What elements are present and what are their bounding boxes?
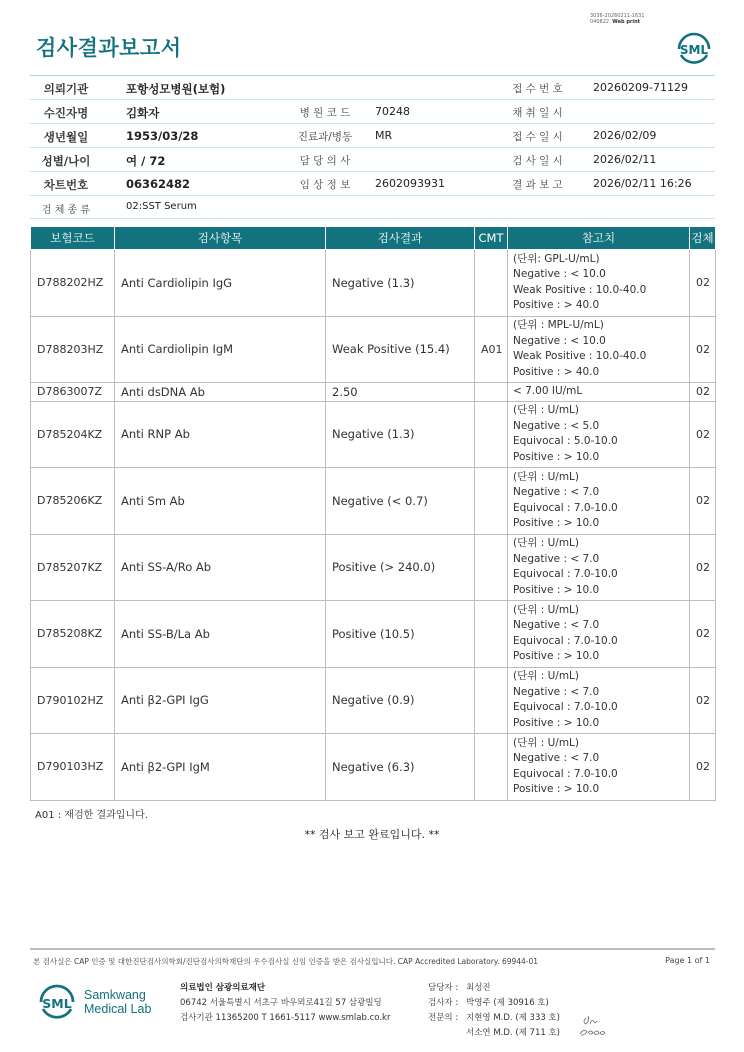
reference-cell [508, 316, 690, 383]
test-result-cell: Negative (1.3) [326, 250, 475, 317]
results-table [30, 226, 716, 801]
test-result-cell: Negative (1.3) [326, 401, 475, 468]
footer-divider [30, 948, 715, 950]
staff-value: 서소연 M.D. (제 711 호) [466, 1028, 561, 1038]
reference-line: Negative : < 7.0 [513, 752, 600, 765]
test-item-cell: Anti Cardiolipin IgG [115, 250, 326, 317]
org-name: 의료법인 삼광의료재단 [180, 983, 266, 993]
cmt-cell [475, 734, 508, 801]
reference-cell [508, 250, 690, 317]
info-label: 생년월일 [43, 130, 89, 144]
test-result-cell: 2.50 [326, 383, 475, 402]
organization-info [180, 981, 390, 1026]
reference-line: (단위: GPL-U/mL) [513, 252, 600, 265]
results-header-row [31, 227, 716, 250]
table-row [31, 250, 716, 317]
table-row [31, 667, 716, 734]
insurance-code-cell: D785206KZ [31, 468, 115, 535]
reference-line: Negative : < 7.0 [513, 486, 600, 499]
cmt-footnote: A01 : 재검한 결과입니다. [35, 810, 148, 821]
info-value: 여 / 72 [126, 154, 166, 168]
info-row [30, 76, 715, 100]
info-row [30, 124, 715, 148]
reference-cell [508, 401, 690, 468]
patient-info-grid [30, 75, 715, 219]
header-test-result: 검사결과 [326, 227, 475, 250]
brand-name [84, 988, 151, 1016]
table-row [31, 534, 716, 601]
reference-line: Equivocal : 7.0-10.0 [513, 634, 618, 647]
reference-cell [508, 383, 690, 402]
reference-line: Positive : > 10.0 [513, 716, 600, 729]
reference-line: (단위 : MPL-U/mL) [513, 319, 604, 332]
info-value: 2026/02/09 [593, 129, 657, 142]
test-result-cell: Positive (> 240.0) [326, 534, 475, 601]
web-print-label: Web print [612, 19, 641, 25]
info-value: 06362482 [126, 177, 191, 191]
info-label: 접 수 일 시 [512, 131, 563, 143]
reference-line: Negative : < 5.0 [513, 419, 600, 432]
info-row [30, 172, 715, 196]
page-title: 검사결과보고서 [36, 36, 182, 60]
reference-line: Negative : < 7.0 [513, 685, 600, 698]
staff-value: 박영주 (제 30916 호) [466, 998, 549, 1008]
print-meta [590, 13, 680, 25]
print-meta-line2: 040822 [590, 19, 610, 25]
reference-line: Equivocal : 7.0-10.0 [513, 501, 618, 514]
reference-line: Negative : < 10.0 [513, 268, 606, 281]
header-insurance-code: 보험코드 [31, 227, 115, 250]
cmt-cell: A01 [475, 316, 508, 383]
specimen-cell: 02 [690, 667, 716, 734]
info-label: 채 취 일 시 [512, 107, 563, 119]
reference-cell [508, 468, 690, 535]
sml-footer-logo [36, 980, 78, 1022]
info-row [30, 196, 715, 219]
page-number: Page 1 of 1 [665, 956, 710, 965]
info-value: 포항성모병원(보험) [126, 82, 226, 96]
staff-list [428, 981, 560, 1041]
accreditation-note: 본 검사실은 CAP 인증 및 대한진단검사의학회/진단검사의학재단의 우수검사실 신임 인증을 받은 검사실입니다. CAP Accredited Laboratory. 69944-01 [33, 957, 539, 966]
table-row [31, 734, 716, 801]
staff-row [428, 1026, 560, 1041]
specimen-cell: 02 [690, 601, 716, 668]
test-result-cell: Positive (10.5) [326, 601, 475, 668]
reference-line: (단위 : U/mL) [513, 470, 579, 483]
info-label: 차트번호 [43, 178, 89, 192]
brand-line1: Samkwang [84, 988, 146, 1002]
header-cmt: CMT [475, 227, 508, 250]
reference-line: Equivocal : 5.0-10.0 [513, 435, 618, 448]
info-value: 2026/02/11 16:26 [593, 177, 692, 190]
reference-line: Positive : > 40.0 [513, 299, 600, 312]
reference-line: Positive : > 40.0 [513, 365, 600, 378]
staff-row [428, 996, 560, 1011]
cmt-cell [475, 601, 508, 668]
specimen-cell: 02 [690, 534, 716, 601]
specimen-cell: 02 [690, 250, 716, 317]
specimen-cell: 02 [690, 734, 716, 801]
insurance-code-cell: D790102HZ [31, 667, 115, 734]
info-value: 20260209-71129 [593, 81, 688, 94]
insurance-code-cell: D788203HZ [31, 316, 115, 383]
info-label: 결 과 보 고 [512, 179, 563, 191]
test-item-cell: Anti RNP Ab [115, 401, 326, 468]
specimen-cell: 02 [690, 316, 716, 383]
info-label: 검 체 종 류 [41, 205, 91, 216]
staff-label: 전문의 : [428, 1013, 459, 1023]
test-item-cell: Anti β2-GPI IgG [115, 667, 326, 734]
table-row [31, 383, 716, 402]
cmt-cell [475, 383, 508, 402]
doctor-signature [578, 1010, 608, 1040]
info-label: 성별/나이 [41, 154, 91, 168]
info-value: 2602093931 [375, 177, 445, 190]
reference-line: (단위 : U/mL) [513, 404, 579, 417]
test-item-cell: Anti β2-GPI IgM [115, 734, 326, 801]
reference-line: Positive : > 10.0 [513, 783, 600, 796]
cmt-cell [475, 534, 508, 601]
specimen-cell: 02 [690, 383, 716, 402]
reference-line: (단위 : U/mL) [513, 537, 579, 550]
reference-cell [508, 667, 690, 734]
reference-line: < 7.00 IU/mL [513, 385, 583, 397]
table-row [31, 601, 716, 668]
info-row [30, 100, 715, 124]
reference-line: Positive : > 10.0 [513, 650, 600, 663]
info-label: 진료과/병동 [297, 131, 353, 143]
cmt-cell [475, 401, 508, 468]
info-value: 김화자 [126, 106, 160, 120]
reference-line: Weak Positive : 10.0-40.0 [513, 350, 647, 363]
info-label: 수진자명 [43, 106, 89, 120]
test-result-cell: Negative (0.9) [326, 667, 475, 734]
insurance-code-cell: D785204KZ [31, 401, 115, 468]
reference-line: Weak Positive : 10.0-40.0 [513, 283, 647, 296]
info-value: 1953/03/28 [126, 129, 199, 143]
test-result-cell: Negative (< 0.7) [326, 468, 475, 535]
table-row [31, 316, 716, 383]
reference-cell [508, 601, 690, 668]
reference-line: Equivocal : 7.0-10.0 [513, 701, 618, 714]
cmt-cell [475, 667, 508, 734]
reference-line: Positive : > 10.0 [513, 517, 600, 530]
info-row [30, 148, 715, 172]
insurance-code-cell: D7863007Z [31, 383, 115, 402]
insurance-code-cell: D785207KZ [31, 534, 115, 601]
info-value: 02:SST Serum [126, 201, 197, 212]
specimen-cell: 02 [690, 401, 716, 468]
reference-line: Positive : > 10.0 [513, 583, 600, 596]
org-address: 06742 서울특별시 서초구 바우뫼로41길 57 삼광빌딩 [180, 998, 382, 1008]
info-label: 의뢰기관 [43, 82, 89, 96]
table-row [31, 468, 716, 535]
staff-label: 검사자 : [428, 998, 459, 1008]
info-label: 담 당 의 사 [299, 155, 351, 167]
test-item-cell: Anti SS-A/Ro Ab [115, 534, 326, 601]
reference-line: Equivocal : 7.0-10.0 [513, 767, 618, 780]
staff-row [428, 981, 560, 996]
sml-logo [673, 25, 715, 67]
staff-label: 담당자 : [428, 983, 459, 993]
info-label: 임 상 정 보 [299, 179, 351, 191]
test-result-cell: Weak Positive (15.4) [326, 316, 475, 383]
reference-line: Negative : < 7.0 [513, 619, 600, 632]
info-value: MR [375, 129, 393, 142]
info-label: 병 원 코 드 [299, 107, 351, 119]
table-row [31, 401, 716, 468]
specimen-cell: 02 [690, 468, 716, 535]
org-contact: 검사기관 11365200 T 1661-5117 www.smlab.co.kr [180, 1013, 391, 1023]
reference-cell [508, 534, 690, 601]
cmt-cell [475, 468, 508, 535]
header-reference: 참고치 [508, 227, 690, 250]
insurance-code-cell: D790103HZ [31, 734, 115, 801]
info-value: 2026/02/11 [593, 153, 657, 166]
info-label: 접 수 번 호 [512, 83, 563, 95]
info-label: 검 사 일 시 [512, 155, 563, 167]
insurance-code-cell: D785208KZ [31, 601, 115, 668]
sml-logo-text: SML [679, 43, 709, 57]
staff-row [428, 1011, 560, 1026]
sml-footer-logo-text: SML [42, 996, 72, 1011]
print-meta-line1: 3036-20260211-1631 [590, 13, 645, 19]
test-item-cell: Anti SS-B/La Ab [115, 601, 326, 668]
cmt-cell [475, 250, 508, 317]
reference-line: (단위 : U/mL) [513, 736, 579, 749]
test-item-cell: Anti Sm Ab [115, 468, 326, 535]
reference-line: Negative : < 7.0 [513, 552, 600, 565]
reference-line: Equivocal : 7.0-10.0 [513, 568, 618, 581]
brand-line2: Medical Lab [84, 1002, 152, 1016]
staff-value: 최성진 [466, 983, 491, 993]
header-test-item: 검사항목 [115, 227, 326, 250]
reference-cell [508, 734, 690, 801]
info-value: 70248 [375, 105, 410, 118]
reference-line: Positive : > 10.0 [513, 450, 600, 463]
report-complete-text: ** 검사 보고 완료입니다. ** [304, 828, 440, 841]
insurance-code-cell: D788202HZ [31, 250, 115, 317]
test-item-cell: Anti Cardiolipin IgM [115, 316, 326, 383]
header-specimen: 검체 [690, 227, 716, 250]
reference-line: (단위 : U/mL) [513, 670, 579, 683]
reference-line: (단위 : U/mL) [513, 603, 579, 616]
test-result-cell: Negative (6.3) [326, 734, 475, 801]
staff-value: 지현영 M.D. (제 333 호) [466, 1013, 561, 1023]
reference-line: Negative : < 10.0 [513, 334, 606, 347]
test-item-cell: Anti dsDNA Ab [115, 383, 326, 402]
